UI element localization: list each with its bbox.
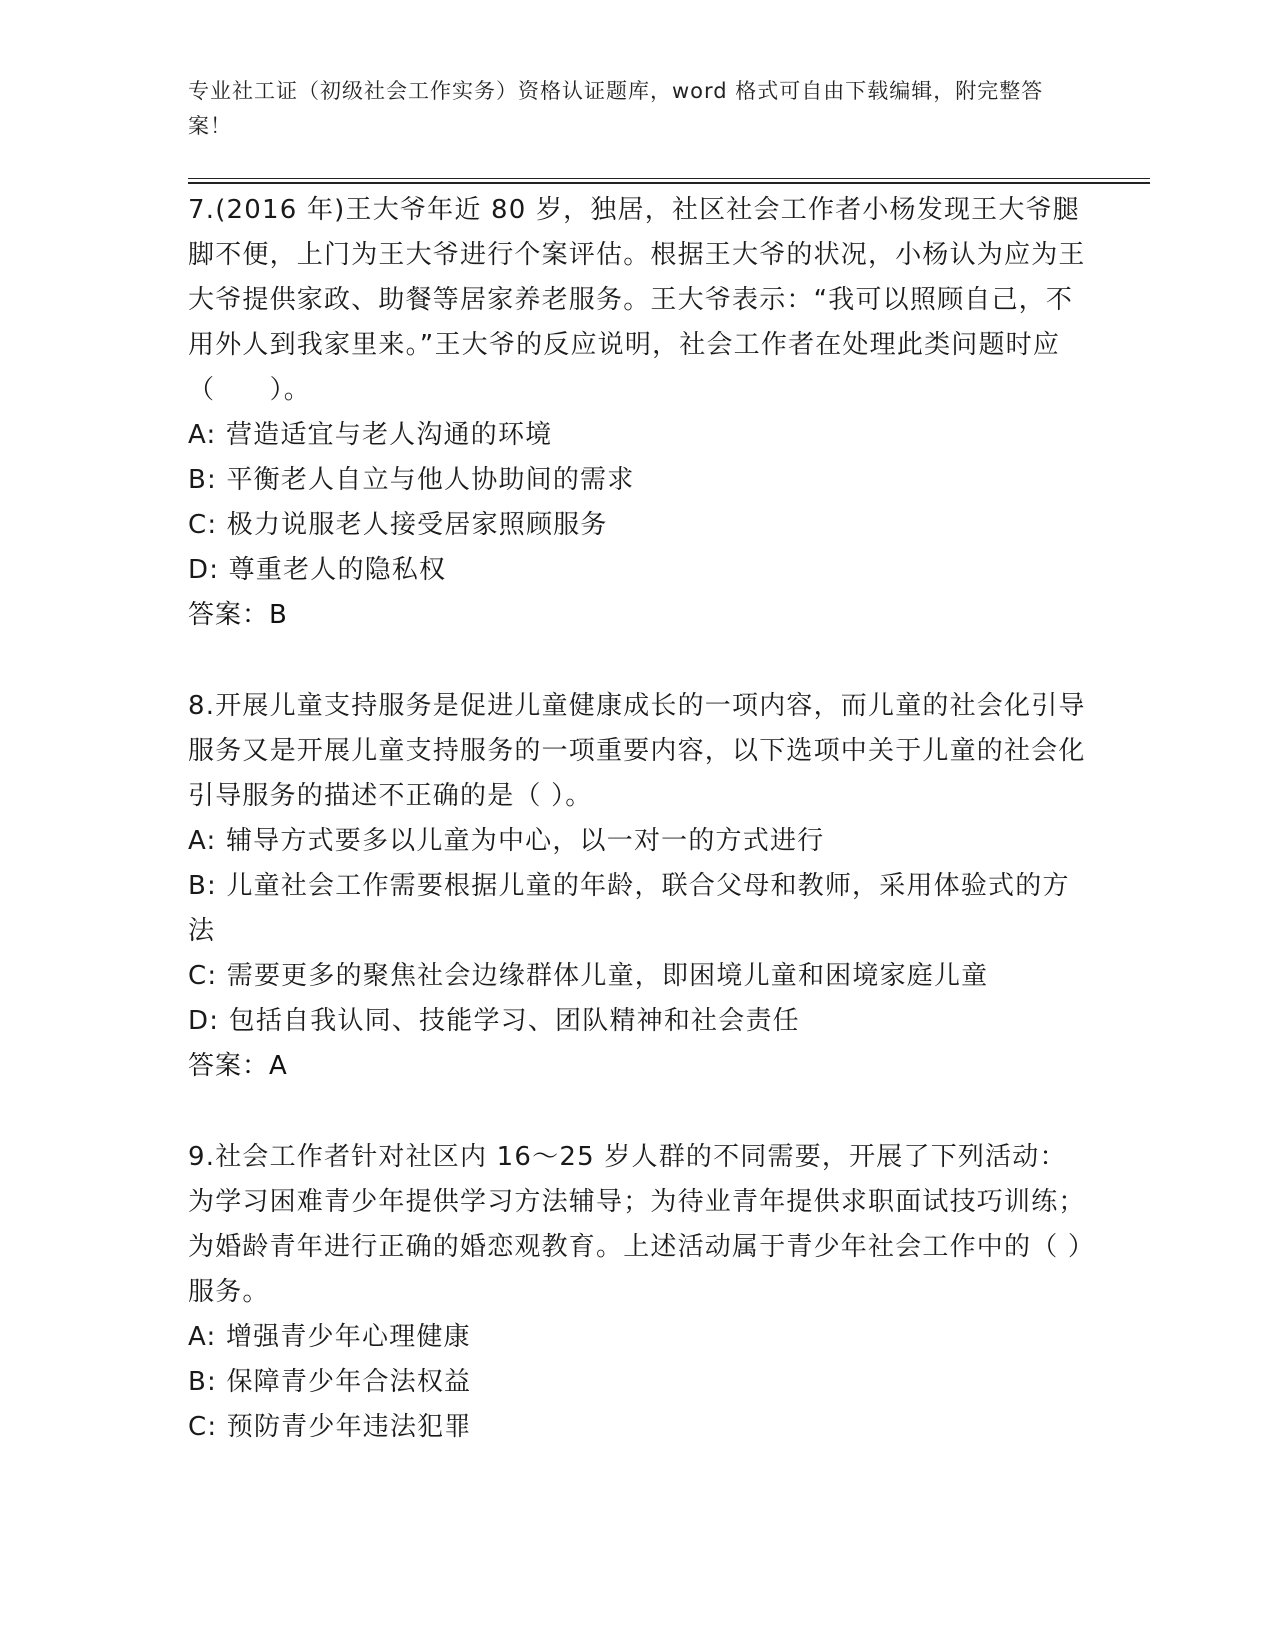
option-d: D: 包括自我认同、技能学习、团队精神和社会责任: [188, 1006, 800, 1036]
option-a: A: 增强青少年心理健康: [188, 1322, 471, 1352]
option-a: A: 营造适宜与老人沟通的环境: [188, 420, 553, 450]
option-c: C: 需要更多的聚焦社会边缘群体儿童，即困境儿童和困境家庭儿童: [188, 961, 989, 991]
question-list: [188, 188, 1088, 1450]
question-8: [188, 684, 1088, 1089]
question-stem: 7.(2016 年)王大爷年近 80 岁，独居，社区社会工作者小杨发现王大爷腿脚不便，上门为王大爷进行个案评估。根据王大爷的状况，小杨认为应为王大爷提供家政、助餐等居家养老服务。王大爷表示：“我可以照顾自己，不用外人到我家里来。”王大爷的反应说明，社会工作者在处理此类问题时应（ ）。: [188, 195, 1086, 405]
option-d: D: 尊重老人的隐私权: [188, 555, 447, 585]
question-stem: 8.开展儿童支持服务是促进儿童健康成长的一项内容，而儿童的社会化引导服务又是开展儿童支持服务的一项重要内容，以下选项中关于儿童的社会化引导服务的描述不正确的是（ ）。: [188, 691, 1086, 811]
header-rule-thick: [188, 182, 1150, 184]
question-spacer: [188, 638, 1088, 684]
question-spacer: [188, 1089, 1088, 1135]
option-b: B: 保障青少年合法权益: [188, 1367, 472, 1397]
answer-line: 答案：A: [188, 1051, 288, 1081]
answer-line: 答案：B: [188, 600, 288, 630]
option-b: B: 儿童社会工作需要根据儿童的年龄，联合父母和教师，采用体验式的方法: [188, 871, 1070, 946]
page-header: 专业社工证（初级社会工作实务）资格认证题库，word 格式可自由下载编辑，附完整答案！: [188, 79, 1044, 138]
option-c: C: 极力说服老人接受居家照顾服务: [188, 510, 608, 540]
header-rule-thin: [188, 178, 1150, 179]
question-stem: 9.社会工作者针对社区内 16～25 岁人群的不同需要，开展了下列活动：为学习困难青少年提供学习方法辅导；为待业青年提供求职面试技巧训练；为婚龄青年进行正确的婚恋观教育。上述活动属于青少年社会工作中的（ ）服务。: [188, 1142, 1086, 1307]
option-a: A: 辅导方式要多以儿童为中心，以一对一的方式进行: [188, 826, 825, 856]
question-9: [188, 1135, 1088, 1450]
option-b: B: 平衡老人自立与他人协助间的需求: [188, 465, 635, 495]
option-c: C: 预防青少年违法犯罪: [188, 1412, 472, 1442]
question-7: [188, 188, 1088, 638]
